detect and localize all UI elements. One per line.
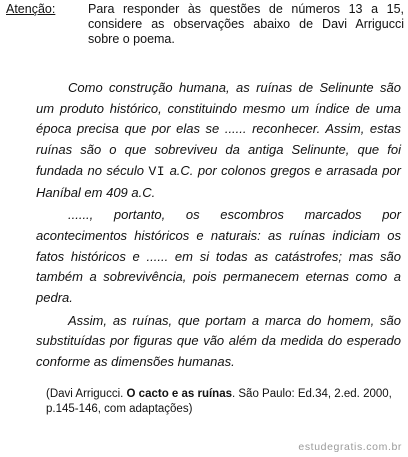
quote-paragraph-2: ......, portanto, os escombros marcados por acontecimentos históricos e naturais: as ruínas indiciam os fatos históricos e ...... em si todas as catástrofes; mas são também a sobrevivência, pois permanecem eternas como a pedra. [36,207,401,306]
quote-paragraph-1 [36,78,401,203]
quote-paragraph-1-start: Como construção humana, as ruínas de Selinunte são um produto histórico, constituindo mesmo um índice de uma época precisa que por elas se ...... reconhecer. Assim, estas ruínas são o que sobreviveu da antiga Selinunte, que foi fundada no século [36,80,401,178]
attention-label: Atenção: [6,2,56,16]
quote-paragraph-1-end: a.C. por colonos gregos e arrasada por Haníbal em 409 a.C. [36,162,401,200]
citation-suffix: . São Paulo: Ed.34, 2.ed. 2000, p.145-146, com adaptações) [46,388,392,415]
citation [46,387,402,416]
citation-prefix: (Davi Arrigucci. [46,388,127,400]
attention-text: Para responder às questões de números 13 a 15, considere as observações abaixo de Davi Arrigucci sobre o poema. [88,2,404,46]
quote-paragraph-3: Assim, as ruínas, que portam a marca do homem, são substituídas por figuras que vão além da medida do esperado conforme as dimensões humanas. [36,312,401,370]
roman-numeral: VI [148,163,166,179]
watermark: estudegratis.com.br [298,441,402,453]
quote-block [36,78,401,375]
citation-book-title: O cacto e as ruínas [126,388,232,400]
